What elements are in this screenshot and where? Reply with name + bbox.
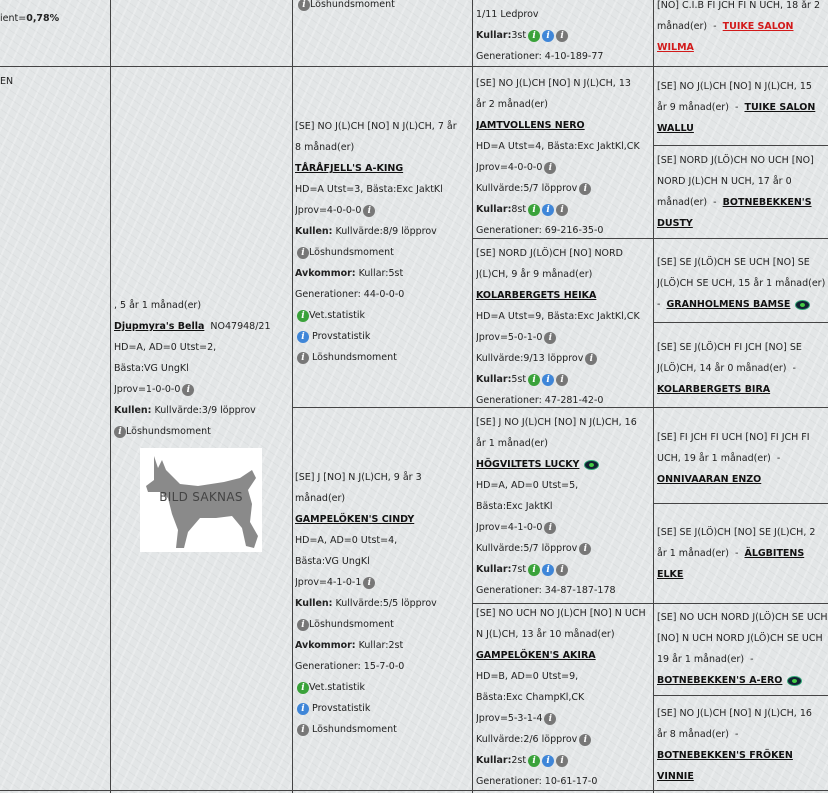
info-icon[interactable]: i bbox=[544, 522, 556, 534]
grid-line bbox=[0, 790, 828, 791]
grid-line bbox=[110, 0, 111, 793]
dog-name-link[interactable]: BOTNEBEKKEN'S bbox=[722, 197, 812, 208]
vet-stat-link[interactable]: Vet.statistik bbox=[309, 310, 366, 321]
dog-name-link[interactable]: VINNIE bbox=[657, 771, 694, 782]
dog-name-link[interactable]: GRANHOLMENS BAMSE bbox=[666, 299, 791, 310]
dog-card: [SE] NO J(L)CH [NO] N J(L)CH, 15 år 9 månad(er) - TUIKE SALON WALLU bbox=[657, 81, 816, 134]
loshund-link[interactable]: Löshundsmoment bbox=[309, 619, 394, 630]
dog-name-link[interactable]: WALLU bbox=[657, 123, 694, 134]
dog-card: [SE] J NO J(L)CH [NO] N J(L)CH, 16 år 1 månad(er) HÖGVILTETS LUCKY HD=A, AD=0 Utst=5, Bästa:Exc JaktKl Jprov=4-1-0-0 i Kullvärde:5/7 löpprov i Kullar:7st i i i Generationer: 34-87-187-178 bbox=[476, 417, 637, 596]
grid-line bbox=[653, 145, 828, 146]
dog-name-link[interactable]: TUIKE SALON bbox=[722, 21, 794, 32]
info-icon[interactable]: i bbox=[528, 204, 540, 216]
dog-name-link[interactable]: JAMTVOLLENS NERO bbox=[476, 120, 585, 131]
info-icon[interactable]: i bbox=[528, 755, 540, 767]
dog-name-link[interactable]: KOLARBERGETS HEIKA bbox=[476, 290, 597, 301]
info-icon[interactable]: i bbox=[556, 755, 568, 767]
vet-stat-link[interactable]: Vet.statistik bbox=[309, 682, 366, 693]
info-icon[interactable]: i bbox=[542, 755, 554, 767]
dog-name-link[interactable]: HÖGVILTETS LUCKY bbox=[476, 459, 580, 470]
dog-name-link[interactable]: Djupmyra's Bella bbox=[114, 321, 205, 332]
info-icon[interactable]: i bbox=[556, 374, 568, 386]
dog-name-link[interactable]: BOTNEBEKKEN'S A-ERO bbox=[657, 675, 783, 686]
info-icon[interactable]: i bbox=[542, 204, 554, 216]
dog-card: [SE] NORD J(LÖ)CH NO UCH [NO] NORD J(L)CH N UCH, 17 år 0 månad(er) - BOTNEBEKKEN'S DUSTY bbox=[657, 155, 814, 229]
loshund-link[interactable]: Löshundsmoment bbox=[310, 0, 395, 10]
info-icon[interactable]: i bbox=[298, 0, 310, 11]
grid-line bbox=[653, 695, 828, 696]
dog-name-link[interactable]: TUIKE SALON bbox=[744, 102, 816, 113]
info-icon[interactable]: i bbox=[297, 682, 309, 694]
info-icon[interactable]: i bbox=[585, 353, 597, 365]
info-icon[interactable]: i bbox=[556, 30, 568, 42]
info-icon[interactable]: i bbox=[363, 577, 375, 589]
info-icon[interactable]: i bbox=[542, 564, 554, 576]
inbreeding-coefficient: ient=0,78% bbox=[0, 13, 60, 24]
dog-name-link[interactable]: KOLARBERGETS BIRA bbox=[657, 384, 771, 395]
info-icon[interactable]: i bbox=[182, 384, 194, 396]
loshund-link[interactable]: Löshundsmoment bbox=[126, 426, 211, 437]
eye-icon[interactable] bbox=[796, 301, 809, 309]
dog-card-dam: [SE] J [NO] N J(L)CH, 9 år 3 månad(er) GAMPELÖKEN'S CINDY HD=A, AD=0 Utst=4, Bästa:VG UngKl Jprov=4-1-0-1 i Kullen: Kullvärde:5/5 löpprov i Löshundsmoment Avkommor: Kullar:2st Generationer: 15-7-0-0 i Vet.statistik i Provstatistik i Löshundsmoment bbox=[295, 472, 437, 735]
dog-card: [SE] FI JCH FI UCH [NO] FI JCH FI UCH, 19 år 1 månad(er) - ONNIVAARAN ENZO bbox=[657, 432, 810, 485]
info-icon[interactable]: i bbox=[579, 734, 591, 746]
dog-name-link[interactable]: DUSTY bbox=[657, 218, 693, 229]
info-icon[interactable]: i bbox=[297, 352, 309, 364]
dog-name-link[interactable]: ONNIVAARAN ENZO bbox=[657, 474, 762, 485]
grid-line bbox=[653, 322, 828, 323]
info-icon[interactable]: i bbox=[297, 703, 309, 715]
dog-name-link[interactable]: ÄLGBITENS bbox=[744, 548, 805, 559]
grid-line bbox=[0, 66, 828, 67]
info-icon[interactable]: i bbox=[114, 426, 126, 438]
info-icon[interactable]: i bbox=[556, 564, 568, 576]
dog-card: [SE] SE J(LÖ)CH SE UCH [NO] SE J(LÖ)CH SE UCH, 15 år 1 månad(er) - GRANHOLMENS BAMSE bbox=[657, 257, 826, 310]
dog-name-link[interactable]: GAMPELÖKEN'S AKIRA bbox=[476, 650, 596, 661]
info-icon[interactable]: i bbox=[297, 619, 309, 631]
grid-line bbox=[653, 0, 654, 793]
info-icon[interactable]: i bbox=[297, 724, 309, 736]
loshund-link[interactable]: Löshundsmoment bbox=[312, 724, 397, 735]
info-icon[interactable]: i bbox=[297, 310, 309, 322]
info-icon[interactable]: i bbox=[544, 162, 556, 174]
dog-card-partial: 1/11 Ledprov Kullar:3st i i i Generationer: 4-10-189-77 bbox=[476, 9, 604, 62]
info-icon[interactable]: i bbox=[544, 713, 556, 725]
dog-name-link[interactable]: GAMPELÖKEN'S CINDY bbox=[295, 514, 415, 525]
dog-card: [SE] SE J(LÖ)CH FI JCH [NO] SE J(LÖ)CH, 14 år 0 månad(er) - KOLARBERGETS BIRA bbox=[657, 342, 802, 395]
grid-line bbox=[653, 503, 828, 504]
dog-card: [NO] C.I.B FI JCH FI N UCH, 18 år 2 månad(er) - TUIKE SALON WILMA bbox=[657, 0, 820, 53]
dog-photo-placeholder: BILD SAKNAS bbox=[140, 448, 262, 552]
dog-card-main: , 5 år 1 månad(er) Djupmyra's Bella NO47948/21 HD=A, AD=0 Utst=2, Bästa:VG UngKl Jprov=1-0-0-0 i Kullen: Kullvärde:3/9 löpprov i Löshundsmoment bbox=[114, 300, 271, 437]
side-label: EN bbox=[0, 76, 14, 87]
dog-card: [SE] NO J(L)CH [NO] N J(L)CH, 16 år 8 månad(er) - BOTNEBEKKEN'S FRÖKEN VINNIE bbox=[657, 708, 812, 782]
info-icon[interactable]: i bbox=[542, 374, 554, 386]
dog-card: [SE] NO UCH NO J(L)CH [NO] N UCH N J(L)CH, 13 år 10 månad(er) GAMPELÖKEN'S AKIRA HD=B, AD=0 Utst=9, Bästa:Exc ChampKl,CK Jprov=5-3-1-4 i Kullvärde:2/6 löpprov i Kullar:2st i i i Generationer: 10-61-17-0 bbox=[476, 608, 646, 787]
info-icon[interactable]: i bbox=[363, 205, 375, 217]
prov-stat-link[interactable]: Provstatistik bbox=[312, 703, 371, 714]
info-icon[interactable]: i bbox=[297, 331, 309, 343]
dog-name-link[interactable]: TÅRÅFJELL'S A-KING bbox=[295, 163, 404, 174]
dog-card: [SE] SE J(LÖ)CH [NO] SE J(L)CH, 2 år 1 månad(er) - ÄLGBITENS ELKE bbox=[657, 527, 816, 580]
info-icon[interactable]: i bbox=[528, 564, 540, 576]
dog-name-link[interactable]: ELKE bbox=[657, 569, 684, 580]
info-icon[interactable]: i bbox=[542, 30, 554, 42]
dog-name-link[interactable]: BOTNEBEKKEN'S FRÖKEN bbox=[657, 750, 793, 761]
info-icon[interactable]: i bbox=[556, 204, 568, 216]
dog-card: [SE] NORD J(LÖ)CH [NO] NORD J(L)CH, 9 år 9 månad(er) KOLARBERGETS HEIKA HD=A Utst=9, Bästa:Exc JaktKl,CK Jprov=5-0-1-0 i Kullvärde:9/13 löpprov i Kullar:5st i i i Generationer: 47-281-42-0 bbox=[476, 248, 640, 406]
info-icon[interactable]: i bbox=[297, 247, 309, 259]
loshund-line bbox=[296, 0, 395, 15]
info-icon[interactable]: i bbox=[544, 332, 556, 344]
info-icon[interactable]: i bbox=[579, 543, 591, 555]
dog-card-sire: [SE] NO J(L)CH [NO] N J(L)CH, 7 år 8 månad(er) TÅRÅFJELL'S A-KING HD=A Utst=3, Bästa:Exc JaktKl Jprov=4-0-0-0 i Kullen: Kullvärde:8/9 löpprov i Löshundsmoment Avkommor: Kullar:5st Generationer: 44-0-0-0 i Vet.statistik i Provstatistik i Löshundsmoment bbox=[295, 121, 457, 363]
dog-card: [SE] NO UCH NORD J(LÖ)CH SE UCH [NO] N UCH NORD J(LÖ)CH SE UCH 19 år 1 månad(er) - BOTNEBEKKEN'S A-ERO bbox=[657, 612, 828, 686]
prov-stat-link[interactable]: Provstatistik bbox=[312, 331, 371, 342]
dog-name-link[interactable]: WILMA bbox=[657, 42, 694, 53]
grid-line bbox=[292, 0, 293, 793]
eye-icon[interactable] bbox=[788, 677, 801, 685]
info-icon[interactable]: i bbox=[528, 30, 540, 42]
eye-icon[interactable] bbox=[585, 461, 598, 469]
grid-line bbox=[472, 0, 473, 793]
loshund-link[interactable]: Löshundsmoment bbox=[309, 247, 394, 258]
info-icon[interactable]: i bbox=[528, 374, 540, 386]
dog-card: [SE] NO J(L)CH [NO] N J(L)CH, 13 år 2 månad(er) JAMTVOLLENS NERO HD=A Utst=4, Bästa:Exc JaktKl,CK Jprov=4-0-0-0 i Kullvärde:5/7 löpprov i Kullar:8st i i i Generationer: 69-216-35-0 bbox=[476, 78, 640, 236]
loshund-link[interactable]: Löshundsmoment bbox=[312, 352, 397, 363]
info-icon[interactable]: i bbox=[579, 183, 591, 195]
